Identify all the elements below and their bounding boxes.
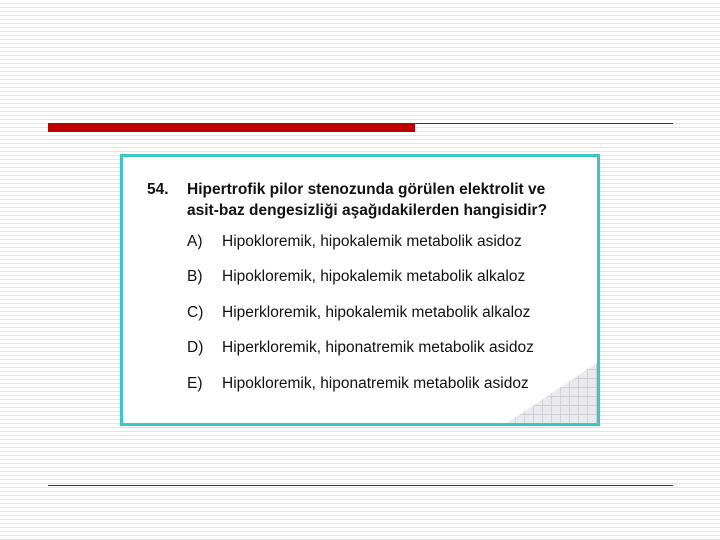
option-text: Hipokloremik, hiponatremik metabolik asidoz bbox=[222, 375, 529, 392]
option-letter: E) bbox=[187, 375, 203, 392]
title-rule-thick bbox=[48, 123, 415, 132]
option-text: Hipokloremik, hipokalemik metabolik alkaloz bbox=[222, 268, 526, 285]
question-line-2: asit-baz dengesizliği aşağıdakilerden hangisidir? bbox=[187, 202, 548, 219]
title-rule-thin bbox=[415, 123, 673, 124]
option-letter: B) bbox=[187, 268, 203, 285]
question-number: 54. bbox=[147, 181, 169, 198]
question-text bbox=[187, 179, 600, 221]
option-text: Hiperkloremik, hipokalemik metabolik alkaloz bbox=[222, 304, 531, 321]
option-text: Hiperkloremik, hiponatremik metabolik asidoz bbox=[222, 339, 534, 356]
option-letter: A) bbox=[187, 233, 203, 250]
question-card bbox=[120, 154, 600, 426]
option-text: Hipokloremik, hipokalemik metabolik asidoz bbox=[222, 233, 522, 250]
footer-rule bbox=[48, 485, 673, 486]
option-letter: C) bbox=[187, 304, 204, 321]
option-letter: D) bbox=[187, 339, 204, 356]
page-curl-graphic bbox=[507, 363, 597, 423]
question-line-1: Hipertrofik pilor stenozunda görülen elektrolit ve bbox=[187, 181, 546, 198]
